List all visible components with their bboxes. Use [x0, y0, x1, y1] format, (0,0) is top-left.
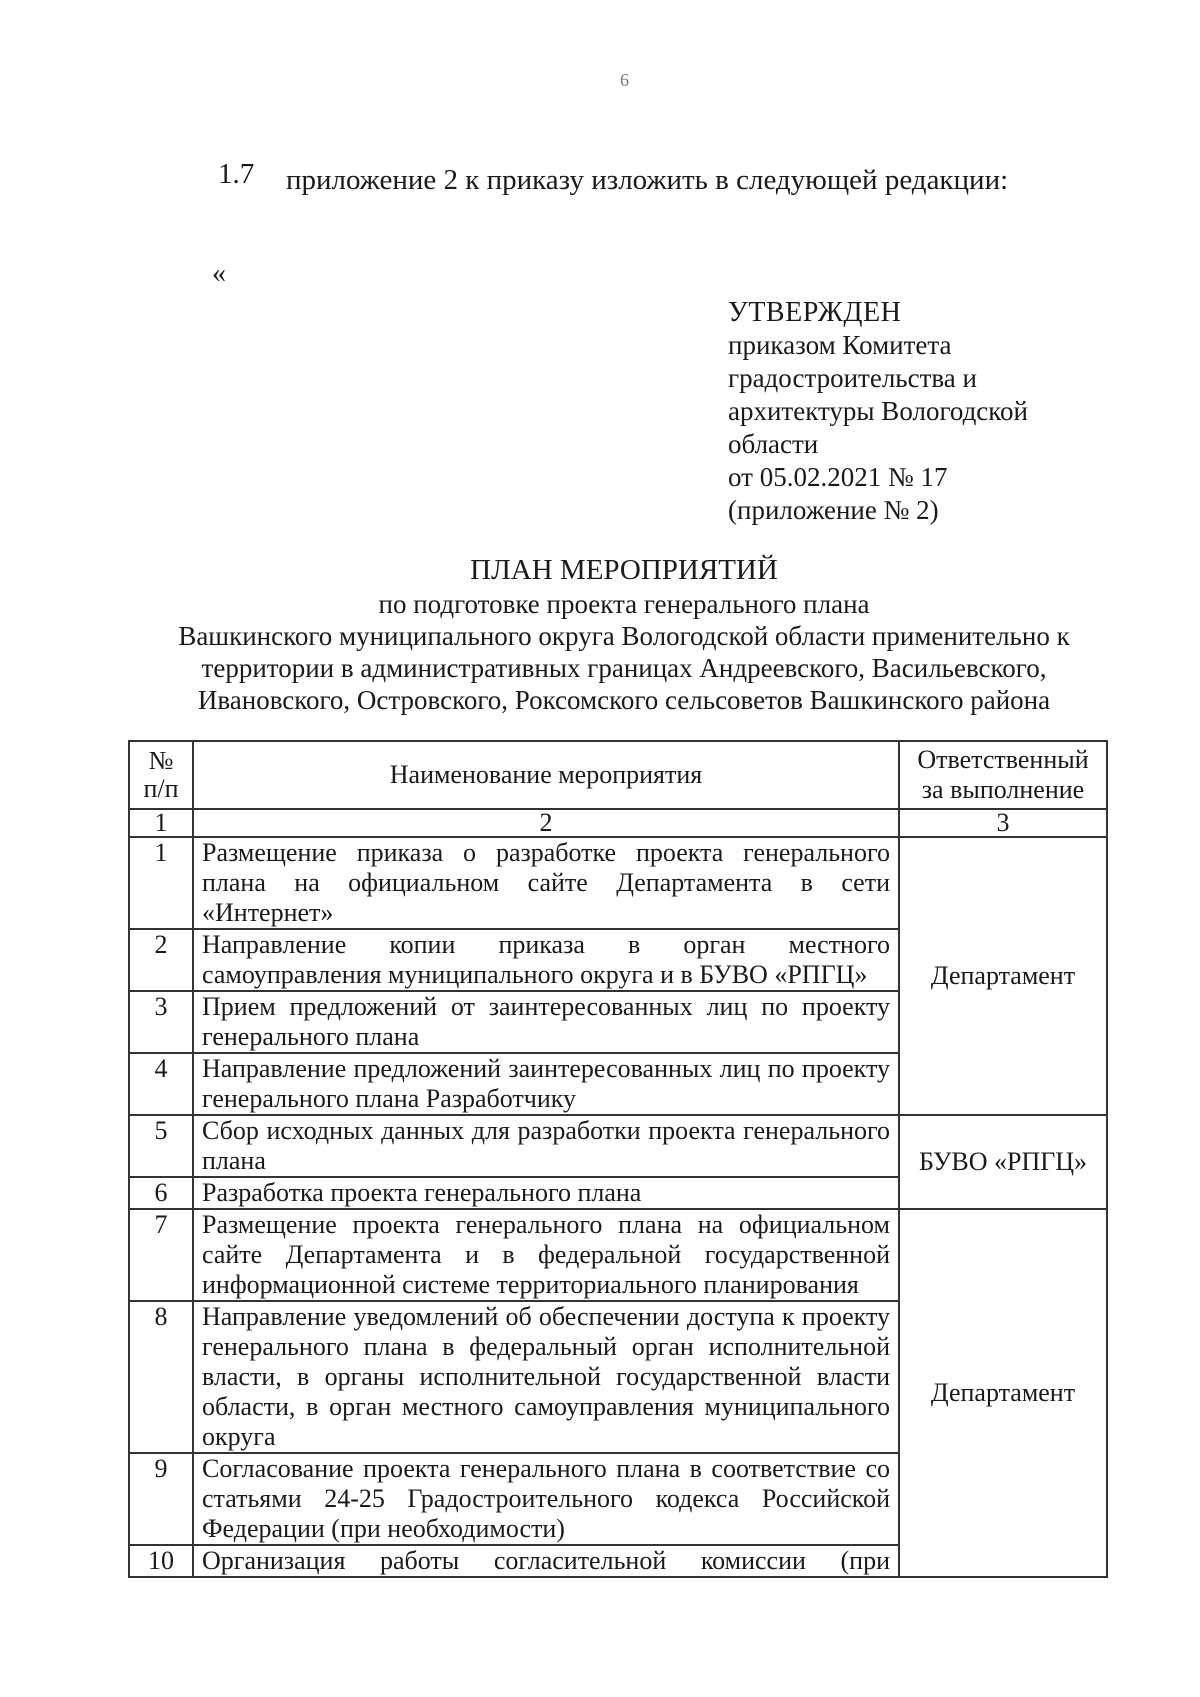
- approval-line: градостроительства и: [728, 363, 977, 393]
- row-activity: Размещение проекта генерального плана на официальном сайте Департамента и в федеральной государственной информационной системе территориального планирования: [193, 1209, 899, 1301]
- row-activity: Сбор исходных данных для разработки проекта генерального плана: [193, 1115, 899, 1177]
- plan-subtitle-line: Вашкинского муниципального округа Вологодской области применительно к: [178, 621, 1070, 651]
- approval-line: от 05.02.2021 № 17: [728, 462, 948, 492]
- approval-line: (приложение № 2): [728, 495, 939, 525]
- row-responsible: Департамент: [899, 837, 1107, 1115]
- approval-line: области: [728, 429, 819, 459]
- header-responsible: Ответственный за выполнение: [899, 741, 1107, 809]
- approval-heading: УТВЕРЖДЕН: [728, 297, 902, 328]
- plan-title-block: [150, 552, 1098, 716]
- header-num: № п/п: [129, 741, 193, 809]
- opening-quote: «: [212, 258, 226, 289]
- row-number: 8: [129, 1301, 193, 1453]
- row-number: 5: [129, 1115, 193, 1177]
- row-number: 1: [129, 837, 193, 929]
- row-activity: Направление предложений заинтересованных лиц по проекту генерального плана Разработчику: [193, 1053, 899, 1115]
- row-number: 4: [129, 1053, 193, 1115]
- plan-table: [128, 740, 1108, 1578]
- row-number: 6: [129, 1177, 193, 1209]
- row-activity: Согласование проекта генерального плана в соответствие со статьями 24-25 Градостроительного кодекса Российской Федерации (при необходимости): [193, 1453, 899, 1545]
- table-header-row: [129, 741, 1107, 809]
- column-number-row: [129, 809, 1107, 837]
- row-number: 3: [129, 991, 193, 1053]
- table-row: [129, 1115, 1107, 1177]
- approval-line: архитектуры Вологодской: [728, 396, 1028, 426]
- table-row: [129, 837, 1107, 929]
- row-number: 2: [129, 929, 193, 991]
- table-row: [129, 1209, 1107, 1301]
- approval-stamp-block: [728, 296, 1028, 527]
- column-number: 2: [193, 809, 899, 837]
- row-number: 10: [129, 1545, 193, 1577]
- column-number: 1: [129, 809, 193, 837]
- plan-title: ПЛАН МЕРОПРИЯТИЙ: [470, 554, 778, 586]
- plan-subtitle-line: Ивановского, Островского, Роксомского сельсоветов Вашкинского района: [197, 685, 1051, 715]
- approval-line: приказом Комитета: [728, 330, 952, 360]
- row-activity: Направление копии приказа в орган местного самоуправления муниципального округа и в БУВО «РПГЦ»: [193, 929, 899, 991]
- amendment-number: 1.7: [218, 158, 255, 190]
- plan-subtitle-line: по подготовке проекта генерального плана: [378, 589, 870, 619]
- header-name: Наименование мероприятия: [193, 741, 899, 809]
- row-responsible: БУВО «РПГЦ»: [899, 1115, 1107, 1209]
- page-number: 6: [620, 70, 629, 90]
- column-number: 3: [899, 809, 1107, 837]
- row-activity: Разработка проекта генерального плана: [193, 1177, 899, 1209]
- row-activity: Направление уведомлений об обеспечении доступа к проекту генерального плана в федеральный орган исполнительной власти, в органы исполнительной государственной власти области, в орган местного самоуправления муниципального округа: [193, 1301, 899, 1453]
- amendment-text: приложение 2 к приказу изложить в следующей редакции:: [286, 164, 1009, 196]
- row-activity: Размещение приказа о разработке проекта генерального плана на официальном сайте Департамента в сети «Интернет»: [193, 837, 899, 929]
- row-activity: Организация работы согласительной комиссии (при: [193, 1545, 899, 1577]
- plan-subtitle-line: территории в административных границах Андреевского, Васильевского,: [201, 653, 1047, 683]
- row-activity: Прием предложений от заинтересованных лиц по проекту генерального плана: [193, 991, 899, 1053]
- row-number: 9: [129, 1453, 193, 1545]
- row-responsible: Департамент: [899, 1209, 1107, 1577]
- row-number: 7: [129, 1209, 193, 1301]
